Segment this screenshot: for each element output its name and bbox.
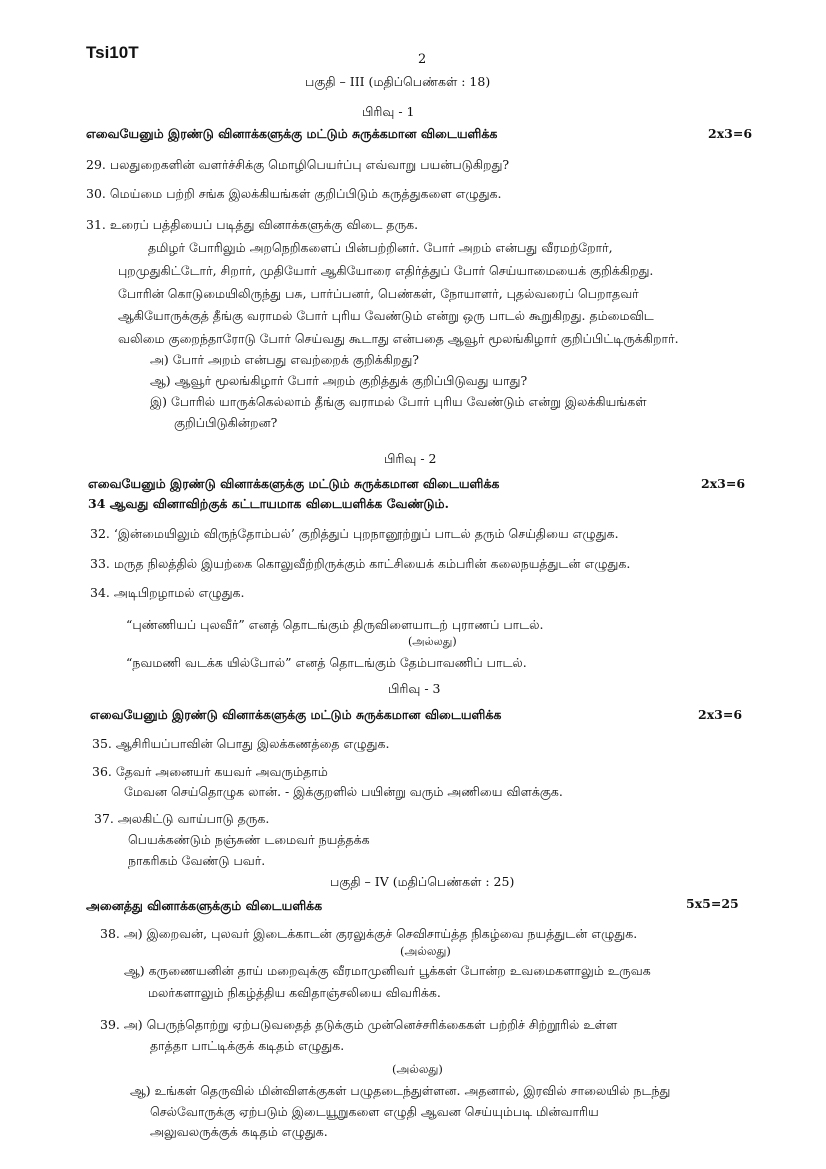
sub-question-aa: ஆ) ஆவூர் மூலங்கிழார் போர் அறம் குறித்துக் குறிப்பிடுவது யாது? — [150, 373, 528, 388]
sub-question-i: இ) போரில் யாருக்கெல்லாம் தீங்கு வராமல் போர் புரிய வேண்டும் என்று இலக்கியங்கள் — [150, 394, 647, 409]
section1-marks: 2x3=6 — [708, 126, 753, 141]
question-38-or: (அல்லது) — [400, 944, 451, 958]
question-30: 30. மெய்மை பற்றி சங்க இலக்கியங்கள் குறிப்பிடும் கருத்துகளை எழுதுக. — [86, 186, 502, 201]
question-38-a: 38. அ) இறைவன், புலவர் இடைக்காடன் குரலுக்குச் செவிசாய்த்த நிகழ்வை நயத்துடன் எழுதுக. — [100, 926, 638, 941]
question-34-or: (அல்லது) — [408, 635, 457, 648]
section2-instruction: எவையேனும் இரண்டு வினாக்களுக்கு மட்டும் சுருக்கமான விடையளிக்க — [88, 476, 500, 491]
question-38-aa-cont: மலர்களாலும் நிகழ்த்திய கவிதாஞ்சலியை விவரிக்க. — [148, 985, 441, 1000]
section1-instruction: எவையேனும் இரண்டு வினாக்களுக்கு மட்டும் சுருக்கமான விடையளிக்க — [86, 126, 498, 141]
question-34-option-2: “நவமணி வடக்க யில்போல்” எனத் தொடங்கும் தேம்பாவணிப் பாடல். — [126, 655, 527, 670]
question-36-cont: மேவன செய்தொழுக லான். - இக்குறளில் பயின்று வரும் அணியை விளக்குக. — [124, 784, 563, 799]
question-34: 34. அடிபிறழாமல் எழுதுக. — [90, 585, 245, 600]
section2-note: 34 ஆவது வினாவிற்குக் கட்டாயமாக விடையளிக்க வேண்டும். — [88, 496, 449, 511]
question-31: 31. உரைப் பத்தியைப் படித்து வினாக்களுக்கு விடை தருக. — [86, 217, 419, 232]
question-37-line-1: பெயக்கண்டும் நஞ்சுண் டமைவர் நயத்தக்க — [128, 832, 370, 847]
part3-title: பகுதி – III (மதிப்பெண்கள் : 18) — [305, 74, 491, 89]
part4-marks: 5x5=25 — [686, 896, 739, 911]
question-37-line-2: நாகரிகம் வேண்டு பவர். — [128, 853, 266, 868]
page-number: 2 — [418, 52, 427, 67]
passage-line: ஆகியோருக்குத் தீங்கு வராமல் போர் புரிய வேண்டும் என்று ஒரு பாடல் கூறுகிறது. தம்மைவிட — [118, 308, 654, 323]
passage-line: புறமுதுகிட்டோர், சிறார், முதியோர் ஆகியோரை எதிர்த்துப் போர் செய்யாமையைக் குறிக்கிறது. — [118, 263, 654, 278]
question-39-aa-cont: செல்வோருக்கு ஏற்படும் இடையூறுகளை எழுதி ஆவன செய்யும்படி மின்வாரிய — [150, 1104, 599, 1119]
section3-title: பிரிவு - 3 — [388, 681, 441, 696]
section2-title: பிரிவு - 2 — [384, 451, 437, 466]
sub-question-a: அ) போர் அறம் என்பது எவற்றைக் குறிக்கிறது? — [150, 352, 419, 367]
section1-title: பிரிவு - 1 — [362, 104, 415, 119]
question-34-option-1: “புண்ணியப் புலவீர்” எனத் தொடங்கும் திருவிளையாடற் புராணப் பாடல். — [126, 617, 544, 632]
part4-title: பகுதி – IV (மதிப்பெண்கள் : 25) — [330, 874, 515, 889]
question-37: 37. அலகிட்டு வாய்பாடு தருக. — [94, 811, 270, 826]
question-39-aa: ஆ) உங்கள் தெருவில் மின்விளக்குகள் பழுதடைந்துள்ளன. அதனால், இரவில் சாலையில் நடந்து — [130, 1083, 671, 1098]
question-39-a-cont: தாத்தா பாட்டிக்குக் கடிதம் எழுதுக. — [150, 1038, 345, 1053]
question-39-or: (அல்லது) — [392, 1062, 443, 1076]
question-38-aa: ஆ) கருணையனின் தாய் மறைவுக்கு வீரமாமுனிவர் பூக்கள் போன்ற உவமைகளாலும் உருவக — [124, 963, 651, 978]
question-39-aa-cont: அலுவலருக்குக் கடிதம் எழுதுக. — [150, 1124, 328, 1139]
question-29: 29. பலதுறைகளின் வளர்ச்சிக்கு மொழிபெயர்ப்பு எவ்வாறு பயன்படுகிறது? — [86, 157, 510, 172]
question-39-a: 39. அ) பெருந்தொற்று ஏற்படுவதைத் தடுக்கும் முன்னெச்சரிக்கைகள் பற்றிச் சிற்றூரில் உள்ள — [100, 1017, 618, 1032]
paper-code: Tsi10T — [86, 43, 139, 62]
question-35: 35. ஆசிரியப்பாவின் பொது இலக்கணத்தை எழுதுக. — [92, 736, 390, 751]
part4-instruction: அனைத்து வினாக்களுக்கும் விடையளிக்க — [86, 898, 323, 913]
sub-question-i-cont: குறிப்பிடுகின்றன? — [174, 415, 278, 430]
section3-instruction: எவையேனும் இரண்டு வினாக்களுக்கு மட்டும் சுருக்கமான விடையளிக்க — [90, 707, 502, 722]
question-33: 33. மருத நிலத்தில் இயற்கை கொலுவீற்றிருக்கும் காட்சியைக் கம்பரின் கலைநயத்துடன் எழுதுக. — [90, 556, 631, 571]
question-32: 32. ‘இன்மையிலும் விருந்தோம்பல்’ குறித்துப் புறநானூற்றுப் பாடல் தரும் செய்தியை எழுதுக. — [90, 526, 619, 541]
passage-line: தமிழர் போரிலும் அறநெறிகளைப் பின்பற்றினர். போர் அறம் என்பது வீரமற்றோர், — [148, 240, 613, 255]
passage-line: போரின் கொடுமையிலிருந்து பசு, பார்ப்பனர், பெண்கள், நோயாளர், புதல்வரைப் பெறாதவர் — [118, 286, 639, 301]
question-36: 36. தேவர் அனையர் கயவர் அவரும்தாம் — [92, 764, 328, 779]
passage-line: வலிமை குறைந்தாரோடு போர் செய்வது கூடாது என்பதை ஆவூர் மூலங்கிழார் குறிப்பிட்டிருக்கிறார். — [118, 331, 679, 346]
section3-marks: 2x3=6 — [698, 707, 743, 722]
section2-marks: 2x3=6 — [701, 476, 746, 491]
